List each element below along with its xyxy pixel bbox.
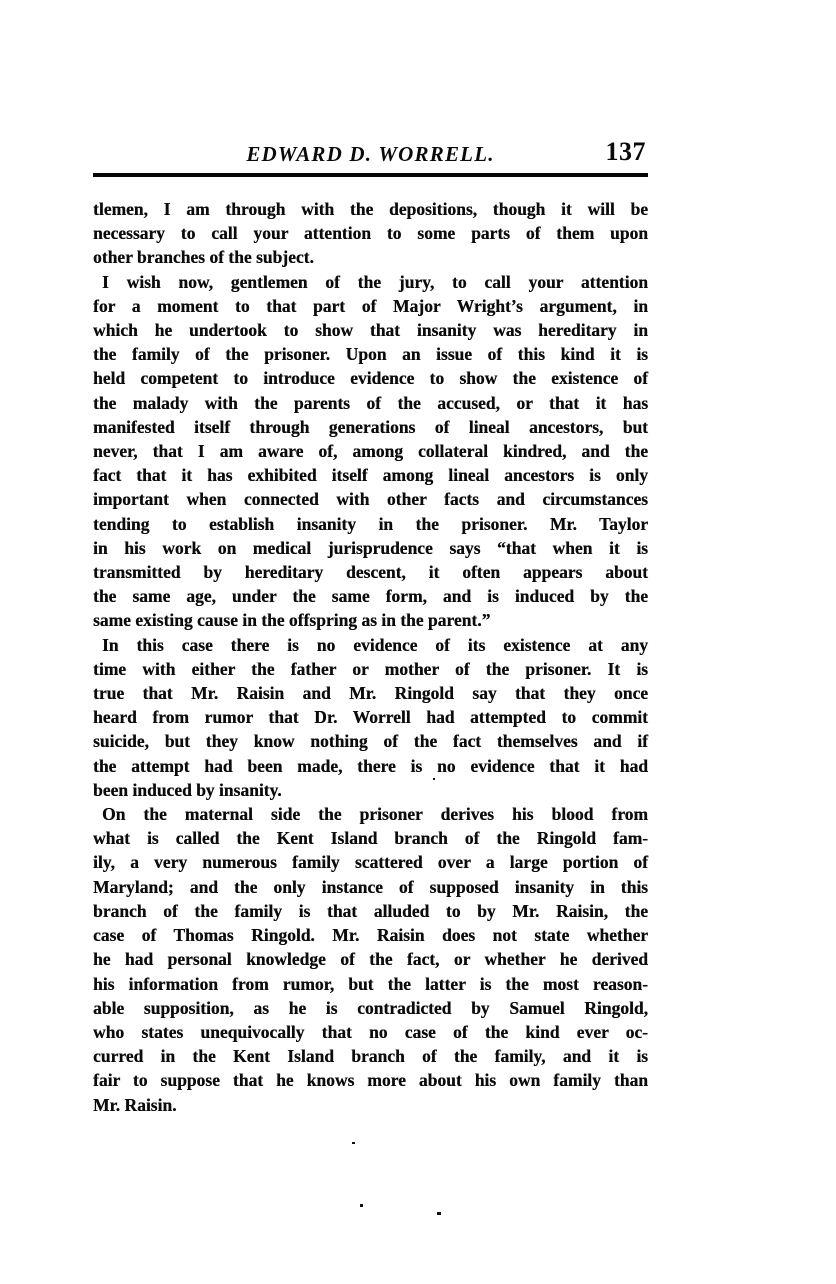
text-line: the family of the prisoner. Upon an issue of this kind it is xyxy=(93,344,648,365)
scan-speck xyxy=(360,1204,363,1207)
text-line: transmitted by hereditary descent, it often appears about xyxy=(93,562,648,583)
text-line: manifested itself through generations of lineal ancestors, but xyxy=(93,416,648,437)
text-line: tlemen, I am through with the depositions, though it will be xyxy=(93,199,648,219)
body-text xyxy=(93,197,648,1117)
scan-speck xyxy=(437,1212,441,1215)
page-header xyxy=(93,137,648,170)
text-line: which he undertook to show that insanity was hereditary in xyxy=(93,320,648,341)
text-line: the malady with the parents of the accused, or that it has xyxy=(93,392,648,413)
text-line: fact that it has exhibited itself among lineal ancestors is only xyxy=(93,465,648,486)
text-line: the same age, under the same form, and is induced by the xyxy=(93,586,648,607)
text-line: heard from rumor that Dr. Worrell had attempted to commit xyxy=(93,707,648,728)
text-line: ily, a very numerous family scattered over a large portion of xyxy=(93,852,648,873)
text-line: same existing cause in the offspring as in the parent.” xyxy=(93,610,491,631)
text-line: been induced by insanity. xyxy=(93,779,282,800)
text-line: important when connected with other facts and circumstances xyxy=(93,489,648,510)
text-line: true that Mr. Raisin and Mr. Ringold say that they once xyxy=(93,683,648,704)
text-line: in his work on medical jurisprudence says “that when it is xyxy=(93,537,648,558)
text-line: In this case there is no evidence of its existence at any xyxy=(102,634,648,655)
text-line: for a moment to that part of Major Wright’s argument, in xyxy=(93,295,648,316)
text-line: branch of the family is that alluded to by Mr. Raisin, the xyxy=(93,900,648,921)
text-line: curred in the Kent Island branch of the family, and it is xyxy=(93,1046,648,1067)
text-line: time with either the father or mother of the prisoner. It is xyxy=(93,658,648,679)
text-line: his information from rumor, but the latter is the most reason- xyxy=(93,973,648,994)
text-line: other branches of the subject. xyxy=(93,247,314,268)
text-line: never, that I am aware of, among collateral kindred, and the xyxy=(93,441,648,462)
text-line: necessary to call your attention to some parts of them upon xyxy=(93,223,648,244)
text-line: case of Thomas Ringold. Mr. Raisin does not state whether xyxy=(93,925,648,946)
page-number: 137 xyxy=(605,137,646,166)
text-line: fair to suppose that he knows more about his own family than xyxy=(93,1070,648,1091)
text-line: On the maternal side the prisoner derives his blood from xyxy=(102,804,648,825)
scan-speck xyxy=(433,778,435,780)
scan-speck xyxy=(352,1142,355,1144)
text-line: who states unequivocally that no case of the kind ever oc- xyxy=(93,1021,648,1042)
running-title: EDWARD D. WORRELL. xyxy=(246,142,495,166)
text-line: Mr. Raisin. xyxy=(93,1094,177,1115)
text-line: held competent to introduce evidence to show the existence of xyxy=(93,368,648,389)
text-line: the attempt had been made, there is no evidence that it had xyxy=(93,755,648,776)
text-line: what is called the Kent Island branch of the Ringold fam- xyxy=(93,828,648,849)
text-line: he had personal knowledge of the fact, or whether he derived xyxy=(93,949,648,970)
text-line: tending to establish insanity in the prisoner. Mr. Taylor xyxy=(93,513,648,534)
text-line: able supposition, as he is contradicted by Samuel Ringold, xyxy=(93,997,648,1018)
header-rule xyxy=(93,173,648,177)
text-line: I wish now, gentlemen of the jury, to call your attention xyxy=(102,271,648,292)
text-line: suicide, but they know nothing of the fact themselves and if xyxy=(93,731,648,752)
text-line: Maryland; and the only instance of supposed insanity in this xyxy=(93,876,648,897)
